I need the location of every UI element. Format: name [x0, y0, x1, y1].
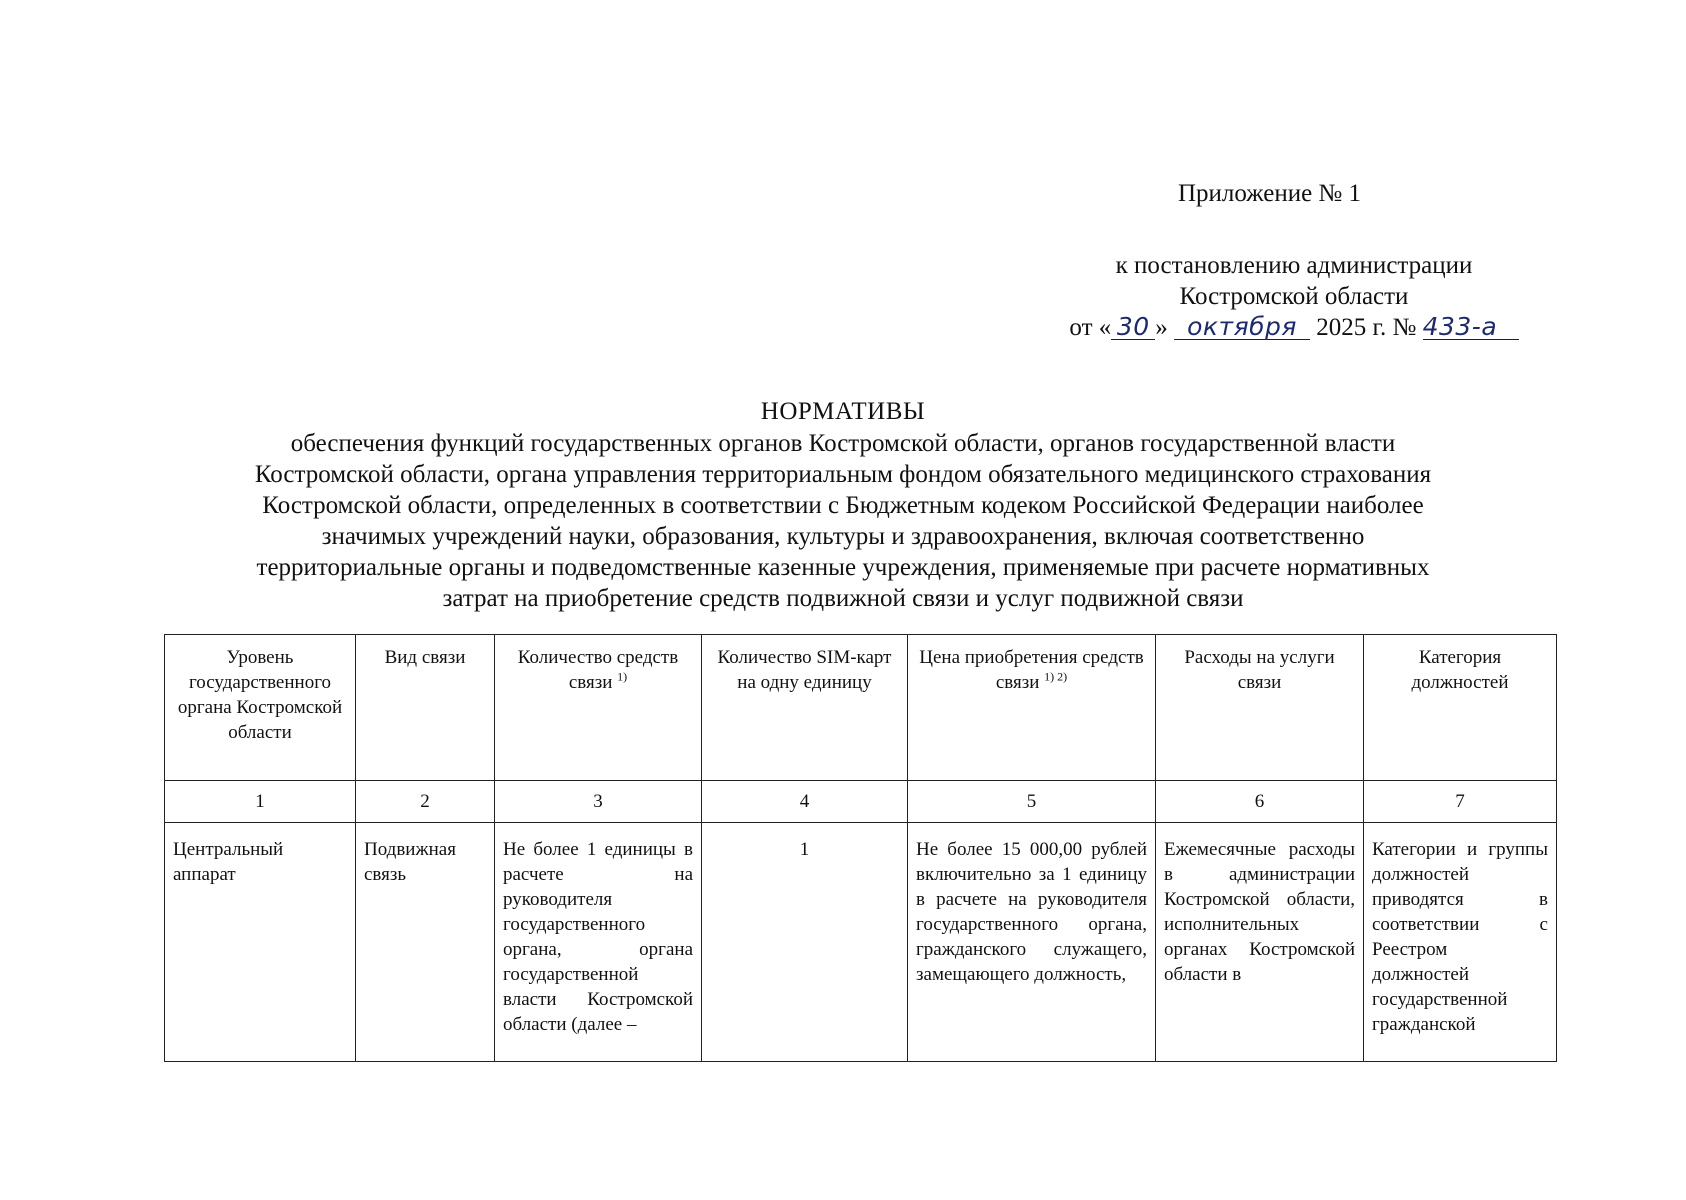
header-cell-position-category: Категория должностей [1364, 635, 1557, 781]
date-separator: » [1155, 314, 1168, 341]
header-cell-service-costs: Расходы на услуги связи [1156, 635, 1364, 781]
norms-table [164, 634, 1557, 1062]
header-cell-device-count: Количество средств связи $^{1)}$ [495, 635, 702, 781]
header-cell-device-price: Цена приобретения средств связи $^{1) 2)}$ [908, 635, 1156, 781]
table-header-row [165, 635, 1557, 781]
handwritten-month: октября [1174, 315, 1310, 340]
document-title: НОРМАТИВЫ [760, 398, 926, 425]
handwritten-day: 30 [1111, 315, 1155, 340]
column-number: 2 [356, 781, 495, 823]
handwritten-number: 433-а [1423, 315, 1519, 340]
cell-connection-type: Подвижная связь [356, 823, 495, 1062]
cell-level: Центральный аппарат [165, 823, 356, 1062]
subtitle-line: обеспечения функций государственных органов Костромской области, органов государственной власти [290, 430, 1396, 457]
column-number: 6 [1156, 781, 1364, 823]
document-subtitle [180, 428, 1506, 614]
footnote-mark: 1) [617, 669, 628, 684]
subtitle-line: значимых учреждений науки, образования, культуры и здравоохранения, включая соответственно [321, 523, 1365, 550]
cell-position-category: Категории и группы должностей приводятся в соответствии с Реестром должностей государственной гражданской [1364, 823, 1557, 1062]
column-number: 4 [702, 781, 908, 823]
footnote-mark: 1) 2) [1044, 669, 1068, 684]
subtitle-line: затрат на приобретение средств подвижной связи и услуг подвижной связи [442, 585, 1244, 612]
cell-device-count: Не более 1 единицы в расчете на руководителя государственного органа, органа государственной власти Костромской области (далее – [495, 823, 702, 1062]
cell-sim-count: 1 [702, 823, 908, 1062]
subtitle-line: территориальные органы и подведомственные казенные учреждения, применяемые при расчете нормативных [256, 554, 1430, 581]
date-year: 2025 г. № [1316, 314, 1417, 341]
appendix-label: Приложение № 1 [1178, 180, 1362, 207]
header-cell-level: Уровень государственного органа Костромской области [165, 635, 356, 781]
resolution-line-2: Костромской области [1179, 283, 1409, 310]
column-number-row [165, 781, 1557, 823]
column-number: 1 [165, 781, 356, 823]
column-number: 3 [495, 781, 702, 823]
date-prefix: от « [1069, 314, 1112, 341]
column-number: 7 [1364, 781, 1557, 823]
header-cell-sim-count: Количество SIM-карт на одну единицу [702, 635, 908, 781]
resolution-date-line [1064, 312, 1524, 343]
cell-service-costs: Ежемесячные расходы в администрации Костромской области, исполнительных органах Костромской области в [1156, 823, 1364, 1062]
resolution-line-1: к постановлению администрации [1115, 252, 1473, 279]
subtitle-line: Костромской области, органа управления территориальным фондом обязательного медицинского страхования [254, 461, 1432, 488]
column-number: 5 [908, 781, 1156, 823]
resolution-reference [1064, 250, 1524, 343]
cell-device-price: Не более 15 000,00 рублей включительно за 1 единицу в расчете на руководителя государственного органа, гражданского служащего, замещающего должность, [908, 823, 1156, 1062]
subtitle-line: Костромской области, определенных в соответствии с Бюджетным кодеком Российской Федерации наиболее [262, 492, 1424, 519]
header-cell-connection-type: Вид связи [356, 635, 495, 781]
table-row [165, 823, 1557, 1062]
